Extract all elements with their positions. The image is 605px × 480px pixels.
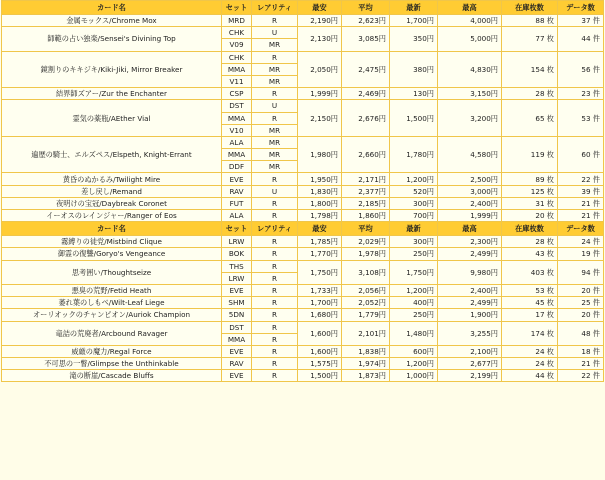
price-count: 18 件 <box>558 345 604 357</box>
card-name-link[interactable]: 夜明けの宝冠/Daybreak Coronet <box>2 197 222 209</box>
price-count: 22 件 <box>558 173 604 185</box>
column-header-rarity[interactable]: レアリティ <box>252 1 298 15</box>
price-min: 1,750円 <box>298 260 342 284</box>
set-code: MMA <box>222 333 252 345</box>
column-header-max[interactable]: 最高 <box>438 222 502 236</box>
set-code: FUT <box>222 197 252 209</box>
rarity: R <box>252 358 298 370</box>
price-stock: 44 枚 <box>502 370 558 382</box>
table-row <box>2 345 604 357</box>
price-avg: 2,171円 <box>342 173 390 185</box>
price-stock: 88 枚 <box>502 15 558 27</box>
rarity: MR <box>252 39 298 51</box>
price-count: 21 件 <box>558 358 604 370</box>
price-min: 1,800円 <box>298 197 342 209</box>
table-row <box>2 248 604 260</box>
set-code: RAV <box>222 358 252 370</box>
rarity: R <box>252 248 298 260</box>
price-new: 400円 <box>390 297 438 309</box>
rarity: R <box>252 260 298 272</box>
price-min: 1,700円 <box>298 297 342 309</box>
card-name-link[interactable]: 思考囲い/Thoughtseize <box>2 260 222 284</box>
rarity: MR <box>252 124 298 136</box>
price-max: 3,255円 <box>438 321 502 345</box>
price-new: 1,000円 <box>390 370 438 382</box>
table-row <box>2 297 604 309</box>
card-name-link[interactable]: 悪臭の荒野/Fetid Heath <box>2 284 222 296</box>
price-max: 2,199円 <box>438 370 502 382</box>
price-min: 2,150円 <box>298 100 342 137</box>
table-row <box>2 136 604 148</box>
rarity: R <box>252 236 298 248</box>
price-count: 23 件 <box>558 88 604 100</box>
column-header-count[interactable]: データ数 <box>558 222 604 236</box>
price-new: 1,200円 <box>390 284 438 296</box>
table-row <box>2 27 604 39</box>
table-row <box>2 370 604 382</box>
set-code: DST <box>222 100 252 112</box>
set-code: LRW <box>222 236 252 248</box>
rarity: R <box>252 112 298 124</box>
price-max: 9,980円 <box>438 260 502 284</box>
price-max: 2,499円 <box>438 297 502 309</box>
price-avg: 2,676円 <box>342 100 390 137</box>
price-avg: 1,974円 <box>342 358 390 370</box>
rarity: R <box>252 345 298 357</box>
set-code: BOK <box>222 248 252 260</box>
price-count: 53 件 <box>558 100 604 137</box>
set-code: MRD <box>222 15 252 27</box>
table-row <box>2 321 604 333</box>
price-count: 37 件 <box>558 15 604 27</box>
price-count: 24 件 <box>558 236 604 248</box>
card-name-link[interactable]: 差し戻し/Remand <box>2 185 222 197</box>
price-stock: 45 枚 <box>502 297 558 309</box>
price-avg: 2,052円 <box>342 297 390 309</box>
price-count: 21 件 <box>558 197 604 209</box>
price-min: 1,830円 <box>298 185 342 197</box>
rarity: MR <box>252 149 298 161</box>
set-code: MMA <box>222 112 252 124</box>
price-avg: 2,660円 <box>342 136 390 173</box>
price-avg: 2,475円 <box>342 51 390 88</box>
price-new: 1,500円 <box>390 100 438 137</box>
price-new: 1,750円 <box>390 260 438 284</box>
rarity: R <box>252 309 298 321</box>
card-name-link[interactable]: 不可思の一瞥/Glimpse the Unthinkable <box>2 358 222 370</box>
price-max: 4,580円 <box>438 136 502 173</box>
set-code: V11 <box>222 75 252 87</box>
table-row <box>2 260 604 272</box>
set-code: RAV <box>222 185 252 197</box>
price-new: 380円 <box>390 51 438 88</box>
price-max: 4,000円 <box>438 15 502 27</box>
table-row <box>2 88 604 100</box>
price-avg: 2,469円 <box>342 88 390 100</box>
set-code: SHM <box>222 297 252 309</box>
price-stock: 77 枚 <box>502 27 558 51</box>
rarity: R <box>252 272 298 284</box>
price-min: 1,500円 <box>298 370 342 382</box>
header-row <box>2 1 604 15</box>
price-stock: 53 枚 <box>502 284 558 296</box>
rarity: R <box>252 197 298 209</box>
price-count: 48 件 <box>558 321 604 345</box>
price-avg: 2,623円 <box>342 15 390 27</box>
table-row <box>2 236 604 248</box>
set-code: DST <box>222 321 252 333</box>
table-row <box>2 173 604 185</box>
price-new: 1,700円 <box>390 15 438 27</box>
price-avg: 3,085円 <box>342 27 390 51</box>
rarity: R <box>252 333 298 345</box>
price-stock: 24 枚 <box>502 345 558 357</box>
column-header-stock[interactable]: 在庫枚数 <box>502 1 558 15</box>
card-name-link[interactable]: 御霊の復讐/Goryo's Vengeance <box>2 248 222 260</box>
price-min: 1,733円 <box>298 284 342 296</box>
price-min: 1,600円 <box>298 321 342 345</box>
price-new: 350円 <box>390 27 438 51</box>
price-max: 2,499円 <box>438 248 502 260</box>
rarity: U <box>252 185 298 197</box>
table-row <box>2 309 604 321</box>
column-header-new[interactable]: 最新 <box>390 222 438 236</box>
price-count: 39 件 <box>558 185 604 197</box>
rarity: MR <box>252 136 298 148</box>
price-new: 1,780円 <box>390 136 438 173</box>
header-row <box>2 222 604 236</box>
price-new: 1,200円 <box>390 358 438 370</box>
rarity: R <box>252 284 298 296</box>
price-avg: 1,838円 <box>342 345 390 357</box>
set-code: EVE <box>222 173 252 185</box>
price-min: 2,050円 <box>298 51 342 88</box>
price-new: 250円 <box>390 248 438 260</box>
set-code: EVE <box>222 284 252 296</box>
card-name-link[interactable]: 竜詰の荒廃者/Arcbound Ravager <box>2 321 222 345</box>
price-stock: 20 枚 <box>502 210 558 222</box>
price-max: 3,000円 <box>438 185 502 197</box>
price-stock: 174 枚 <box>502 321 558 345</box>
price-stock: 89 枚 <box>502 173 558 185</box>
table-row <box>2 197 604 209</box>
price-count: 60 件 <box>558 136 604 173</box>
price-new: 300円 <box>390 197 438 209</box>
price-new: 250円 <box>390 309 438 321</box>
price-avg: 2,029円 <box>342 236 390 248</box>
rarity: R <box>252 297 298 309</box>
price-stock: 125 枚 <box>502 185 558 197</box>
card-name-link[interactable]: 威厳の魔力/Regal Force <box>2 345 222 357</box>
price-stock: 31 枚 <box>502 197 558 209</box>
price-new: 1,480円 <box>390 321 438 345</box>
table-row <box>2 100 604 112</box>
price-stock: 28 枚 <box>502 236 558 248</box>
set-code: LRW <box>222 272 252 284</box>
set-code: V10 <box>222 124 252 136</box>
price-min: 1,770円 <box>298 248 342 260</box>
price-min: 1,785円 <box>298 236 342 248</box>
price-min: 2,130円 <box>298 27 342 51</box>
card-name-link[interactable]: 霧縛りの徒党/Mistbind Clique <box>2 236 222 248</box>
column-header-rarity[interactable]: レアリティ <box>252 222 298 236</box>
card-name-link[interactable]: 鏡割りのキキジキ/Kiki-Jiki, Mirror Breaker <box>2 51 222 88</box>
table-row <box>2 358 604 370</box>
rarity: R <box>252 173 298 185</box>
set-code: THS <box>222 260 252 272</box>
price-new: 600円 <box>390 345 438 357</box>
column-header-min[interactable]: 最安 <box>298 1 342 15</box>
set-code: CHK <box>222 27 252 39</box>
column-header-new[interactable]: 最新 <box>390 1 438 15</box>
card-name-link[interactable]: 黄昏のぬかるみ/Twilight Mire <box>2 173 222 185</box>
set-code: EVE <box>222 345 252 357</box>
price-max: 2,677円 <box>438 358 502 370</box>
price-avg: 2,185円 <box>342 197 390 209</box>
price-stock: 43 枚 <box>502 248 558 260</box>
price-avg: 1,860円 <box>342 210 390 222</box>
price-stock: 24 枚 <box>502 358 558 370</box>
rarity: R <box>252 15 298 27</box>
price-min: 2,190円 <box>298 15 342 27</box>
price-max: 3,200円 <box>438 100 502 137</box>
table-row <box>2 284 604 296</box>
price-max: 2,300円 <box>438 236 502 248</box>
price-new: 700円 <box>390 210 438 222</box>
price-max: 4,830円 <box>438 51 502 88</box>
rarity: R <box>252 370 298 382</box>
table-row <box>2 210 604 222</box>
price-count: 20 件 <box>558 309 604 321</box>
price-stock: 154 枚 <box>502 51 558 88</box>
column-header-stock[interactable]: 在庫枚数 <box>502 222 558 236</box>
price-max: 2,500円 <box>438 173 502 185</box>
rarity: U <box>252 100 298 112</box>
price-avg: 1,978円 <box>342 248 390 260</box>
set-code: CSP <box>222 88 252 100</box>
rarity: MR <box>252 161 298 173</box>
rarity: R <box>252 210 298 222</box>
column-header-name[interactable]: カード名 <box>2 222 222 236</box>
table-row <box>2 15 604 27</box>
card-name-link[interactable]: 霊気の薬瓶/AEther Vial <box>2 100 222 137</box>
price-new: 1,200円 <box>390 173 438 185</box>
rarity: R <box>252 51 298 63</box>
price-stock: 17 枚 <box>502 309 558 321</box>
price-stock: 65 枚 <box>502 100 558 137</box>
price-max: 2,400円 <box>438 284 502 296</box>
price-table <box>1 0 604 382</box>
card-name-link[interactable]: 師範の占い独楽/Sensei's Divining Top <box>2 27 222 51</box>
price-new: 130円 <box>390 88 438 100</box>
price-avg: 3,108円 <box>342 260 390 284</box>
set-code: 5DN <box>222 309 252 321</box>
price-min: 1,980円 <box>298 136 342 173</box>
price-count: 44 件 <box>558 27 604 51</box>
column-header-max[interactable]: 最高 <box>438 1 502 15</box>
set-code: CHK <box>222 51 252 63</box>
price-min: 1,680円 <box>298 309 342 321</box>
column-header-count[interactable]: データ数 <box>558 1 604 15</box>
column-header-name[interactable]: カード名 <box>2 1 222 15</box>
rarity: U <box>252 27 298 39</box>
price-min: 1,600円 <box>298 345 342 357</box>
set-code: DDF <box>222 161 252 173</box>
price-count: 22 件 <box>558 370 604 382</box>
price-max: 5,000円 <box>438 27 502 51</box>
price-min: 1,950円 <box>298 173 342 185</box>
card-name-link[interactable]: 金属モックス/Chrome Mox <box>2 15 222 27</box>
set-code: EVE <box>222 370 252 382</box>
price-max: 2,100円 <box>438 345 502 357</box>
price-stock: 403 枚 <box>502 260 558 284</box>
price-count: 56 件 <box>558 51 604 88</box>
set-code: V09 <box>222 39 252 51</box>
price-avg: 2,056円 <box>342 284 390 296</box>
set-code: MMA <box>222 63 252 75</box>
price-count: 20 件 <box>558 284 604 296</box>
price-stock: 28 枚 <box>502 88 558 100</box>
set-code: ALA <box>222 136 252 148</box>
price-max: 3,150円 <box>438 88 502 100</box>
table-row <box>2 51 604 63</box>
price-min: 1,575円 <box>298 358 342 370</box>
column-header-avg[interactable]: 平均 <box>342 222 390 236</box>
rarity: R <box>252 88 298 100</box>
card-name-link[interactable]: 結界師ズアー/Zur the Enchanter <box>2 88 222 100</box>
rarity: MR <box>252 75 298 87</box>
column-header-set[interactable]: セット <box>222 1 252 15</box>
price-max: 1,999円 <box>438 210 502 222</box>
card-name-link[interactable]: 遍歴の騎士、エルズペス/Elspeth, Knight-Errant <box>2 136 222 173</box>
price-max: 1,900円 <box>438 309 502 321</box>
price-count: 94 件 <box>558 260 604 284</box>
set-code: MMA <box>222 149 252 161</box>
column-header-min[interactable]: 最安 <box>298 222 342 236</box>
set-code: ALA <box>222 210 252 222</box>
price-min: 1,798円 <box>298 210 342 222</box>
price-new: 300円 <box>390 236 438 248</box>
price-avg: 2,377円 <box>342 185 390 197</box>
price-new: 520円 <box>390 185 438 197</box>
column-header-avg[interactable]: 平均 <box>342 1 390 15</box>
price-stock: 119 枚 <box>502 136 558 173</box>
table-row <box>2 185 604 197</box>
price-count: 25 件 <box>558 297 604 309</box>
price-avg: 1,779円 <box>342 309 390 321</box>
card-name-link[interactable]: 萎れ葉のしもべ/Wilt-Leaf Liege <box>2 297 222 309</box>
price-min: 1,999円 <box>298 88 342 100</box>
price-count: 21 件 <box>558 210 604 222</box>
card-name-link[interactable]: イーオスのレインジャー/Ranger of Eos <box>2 210 222 222</box>
rarity: MR <box>252 63 298 75</box>
rarity: R <box>252 321 298 333</box>
price-avg: 1,873円 <box>342 370 390 382</box>
price-count: 19 件 <box>558 248 604 260</box>
column-header-set[interactable]: セット <box>222 222 252 236</box>
card-name-link[interactable]: 滝の断崖/Cascade Bluffs <box>2 370 222 382</box>
card-name-link[interactable]: オーリオックのチャンピオン/Auriok Champion <box>2 309 222 321</box>
price-avg: 2,101円 <box>342 321 390 345</box>
price-max: 2,400円 <box>438 197 502 209</box>
